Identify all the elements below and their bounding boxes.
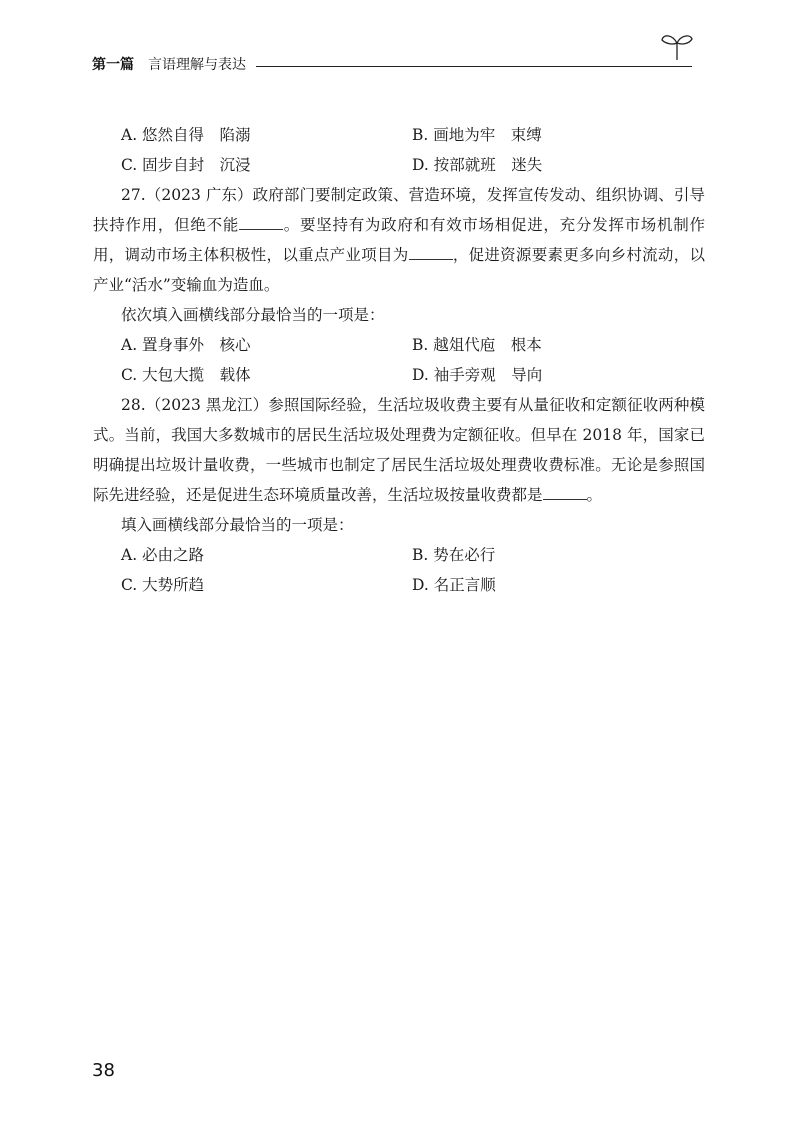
- running-header: [92, 52, 692, 76]
- option-d: D. 名正言顺: [412, 576, 496, 594]
- answer-blank: [409, 245, 453, 260]
- q26-options: [93, 120, 705, 180]
- option-d: D. 按部就班 迷失: [412, 156, 543, 174]
- header-rule: [256, 66, 692, 67]
- q28-text-1: 28.（2023 黑龙江）参照国际经验，生活垃圾收费主要有从量征收和定额征收两种模式。当前，我国大多数城市的居民生活垃圾处理费为定额征收。但早在 2018 年，国家已明确提出垃圾计量收费，一些城市也制定了居民生活垃圾处理费收费标准。无论是参照国际先进经验，还是促进生态环境质量改善，生活垃圾按量收费都是: [93, 396, 705, 504]
- answer-blank: [239, 215, 283, 230]
- q27-text-3: ，促进资源要素更多向乡村流动，以产业“活水”变输血为造血。: [93, 246, 705, 294]
- sprout-icon: [660, 30, 694, 62]
- page-body: [93, 120, 705, 600]
- option-c: C. 大势所趋: [121, 576, 205, 594]
- q27-text-2: 。要坚持有为政府和有效市场相促进，充分发挥市场机制作用，调动市场主体积极性，以重点产业项目为: [93, 216, 705, 264]
- option-d: D. 袖手旁观 导向: [412, 366, 543, 384]
- q28-text-2: 。: [586, 486, 603, 504]
- option-b: B. 越俎代庖 根本: [412, 336, 542, 354]
- question-28: [93, 390, 705, 510]
- q28-options: [93, 540, 705, 600]
- option-c: C. 固步自封 沉浸: [121, 156, 251, 174]
- option-b: B. 势在必行: [412, 546, 496, 564]
- option-a: A. 置身事外 核心: [121, 336, 251, 354]
- option-b: B. 画地为牢 束缚: [412, 126, 542, 144]
- option-a: A. 悠然自得 陷溺: [121, 126, 251, 144]
- answer-blank: [543, 485, 587, 500]
- q27-prompt: 依次填入画横线部分最恰当的一项是：: [121, 306, 385, 324]
- option-a: A. 必由之路: [121, 546, 205, 564]
- page-number: 38: [92, 1060, 115, 1081]
- header-title: 言语理解与表达: [148, 57, 246, 73]
- q28-prompt: 填入画横线部分最恰当的一项是：: [121, 516, 354, 534]
- q27-text-1: 27.（2023 广东）政府部门要制定政策、营造环境，发挥宣传发动、组织协调、引导扶持作用，但绝不能: [93, 186, 705, 234]
- q27-options: [93, 330, 705, 390]
- header-part: 第一篇: [92, 57, 134, 73]
- option-c: C. 大包大揽 载体: [121, 366, 251, 384]
- question-27: [93, 180, 705, 300]
